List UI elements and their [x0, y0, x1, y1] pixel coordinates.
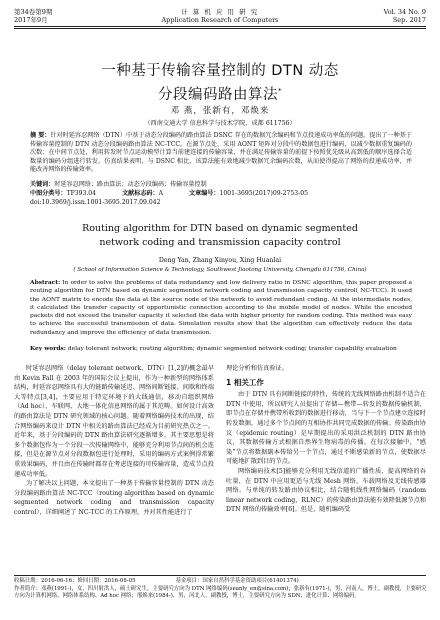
volume-issue-en: Vol. 34 No. 9 — [383, 8, 426, 16]
abstract-en: Abstract: In order to solve the problems of data redundancy and low delivery ratio in DSNC algorithm, this paper proposed a routing algorithm for DTN based on dynamic segmented network coding and transmission capacity control( NC-TCC). It used the AONT matrix to encode the data at the source node of the network to avoid redundant coding. At the intermediate nodes, it calculated the transfer capacity of opportunistic connection according to the mobile model of nodes. While the encoded packets did not exceed the transfer capacity it selected the data with higher priority for random coding. This method was easy to achieve the successful transmission of data. Simulation results show that the algorithm can effectively reduce the data redundancy and improve the efficiency of data transmission. — [30, 279, 412, 336]
date-cn: 2017年9月 — [14, 16, 48, 24]
header-rule-2 — [14, 28, 426, 29]
paragraph-related-1: 由于 DTN 具有间断链接的特性，传统的无线网络路由机制不适合在 DTN 中使用，所以研究人员提出了存储—携带—转发的数据传输机制，即节点在存储并携带所收到的数据进行移动，当与下一个节点建立连接时转发数据，通过多个节点间的互相协作共同完成数据的传输。传染路由协议（epidemic routing）是早期提出的采用洪泛机制的 DTN 路由协议，其数据传输方式根据自然界生物病毒的传播。在每次接触中，“感染”节点将数据副本传给另一个节点，通过不断感染新的节点，使数据尽可能地扩散到目的节点。 — [226, 391, 426, 466]
date-en: Sep. 2017 — [392, 16, 426, 24]
keywords-en: Key words: delay tolerant network; routing algorithm; dynamic segmented network coding; transfer capability evaluation — [30, 345, 397, 352]
footer-rule — [14, 575, 426, 576]
body-left-column — [14, 364, 214, 518]
classification-cn: 中图分类号：TP393.04 文献标志码：A 文章编号：1001-3695(2017)09-2753-05 — [30, 190, 308, 197]
affiliation-cn: （西南交通大学 信息科学与技术学院，成都 611756） — [144, 120, 296, 127]
volume-issue-cn: 第34卷第9期 — [14, 8, 53, 16]
section-title-related-work: 1 相关工作 — [226, 377, 264, 387]
journal-name-cn: 计 算 机 应 用 研 究 — [181, 8, 259, 16]
keywords-cn: 关键词：时延容忍网络；路由算法；动态分段编码；传输容量控制 — [30, 181, 207, 188]
title-cn-line2: 分段编码路由算法* — [158, 86, 282, 103]
doi: doi:10.3969/j.issn.1001-3695.2017.09.042 — [30, 199, 161, 206]
footer-notes — [14, 578, 428, 601]
authors-en: Deng Yan, Zhang Xinyou, Xing Huanlai — [158, 257, 282, 264]
fund-info: 基金项目：国家自然科学基金资助项目(61401374) — [175, 578, 299, 584]
journal-name-en: Application Research of Computers — [161, 16, 279, 24]
paragraph-intro: 时延容忍网络（delay tolerant network，DTN）[1,2]的概念最早由 Kevin Fall 在 2003 年的国际会议上提出，作为一种新型的网络体系结构，时延容忍网络具有大的链路传输延迟、网络间断链接、间歇和终端大等特点[3,4]，主要应用于特定环境下的大线通信，移动自组织网络（Ad hoc）、车联网、大地一体化信息网络的属于其范畴。如何设计高效的路由算法是 DTN 研究领域的核心问题。随着网络编码技术的出现，结合网络编码来设计 DTN 中相关的路由算法已经成为目前研究热点之一。近年来，基于分段编码的 DTN 路由算法研究逐渐增多，其主要思想是将多个数据包作为一个分段一次传输网络中，能够充分利用节点间的机会连接，但是在源节点对分段数据包进行处理时，采用的编码方式案例得常繁重效果编码，并且由在传输时都存在考虑连接的可传输容量，造成节点投递成功率低。 — [14, 365, 214, 478]
paragraph-related-2: 网络编码技术[5]能够充分利用无线信道的广播性质，提高网络的吞吐量，在 DTN 中应用更适与无线 Mesh 网络、车载网络及无线传感器网络。与单纯的转发路由协议相比，结合随机线性网络编码（random linear network coding，RLNC）的传染路由算法能有效降低源节点和 DTN 网络的传输效率[6]。但是，随机编码受 — [226, 467, 426, 514]
title-en-line1: Routing algorithm for DTN based on dynamic segmented — [82, 223, 358, 234]
paragraph-contribution: 为了解决以上问题，本文提出了一种基于传输容量控制的 DTN 动态分段编码路由算法 NC-TCC（routing algorithm based on dynamic segmented network coding and transmission capacity control），详细阐述了 NC-TCC 的工作原理，并对其性能进行了 — [14, 480, 214, 516]
affiliation-en: ( School of Information Science & Technology, Southwest Jiaotong University, Chengdu 611756, China) — [73, 267, 367, 273]
title-footnote-mark: * — [278, 87, 282, 95]
abstract-cn: 摘 要：针对时延容忍网络（DTN）中基于动态分段编码的路由算法 DSNC 存在的数据冗余编码和节点投递成功率低的问题，提出了一种基于传输容量控制的 DTN 动态分段编码路由算法 NC-TCC。在源节点处，采用 AONT 矩阵对分段中的数据包进行编码，以减少数据重复编码的次数；在中间节点处，利用转发时节点运动模型计算当前建连接的传输容量，并在满足传输容量的前提下按照优先级从高到低的顺序选择合适数量的编码分组进行转发。仿真结果表明，与 DSNC 相比，该算法能有效地减少数据冗余编码次数，从而使得提高了网络的投递成功率，并能改善网络的传输效率。 — [30, 132, 412, 174]
author-bios: 作者简介：邓燕(1991-)，女，四川射洪人，硕士研究生，主要研究方向为 DTN 网络编码(seanly_en@sina.com)；张新有(1971-)，男，河南人，博士，副教授，主要研究方向为计算机网络、网络体系结构、Ad hoc 网络；邢焕来(1984-)，男，河北人，副教授，博士，主要研究方向为 SDN、进化计算、网络编码。 — [14, 585, 427, 600]
authors-cn: 邓 燕，张新有，邓焕来 — [170, 106, 270, 116]
title-en-line2: network coding and transmission capacity control — [99, 237, 341, 248]
paragraph-continued: 理论分析和仿真验证。 — [226, 365, 288, 372]
title-cn-line1: 一种基于传输容量控制的 DTN 动态 — [101, 63, 339, 79]
header-rule — [14, 26, 426, 27]
received-dates: 收稿日期：2016-06-16；修回日期：2016-08-05 — [14, 578, 136, 584]
body-right-column — [226, 364, 426, 515]
